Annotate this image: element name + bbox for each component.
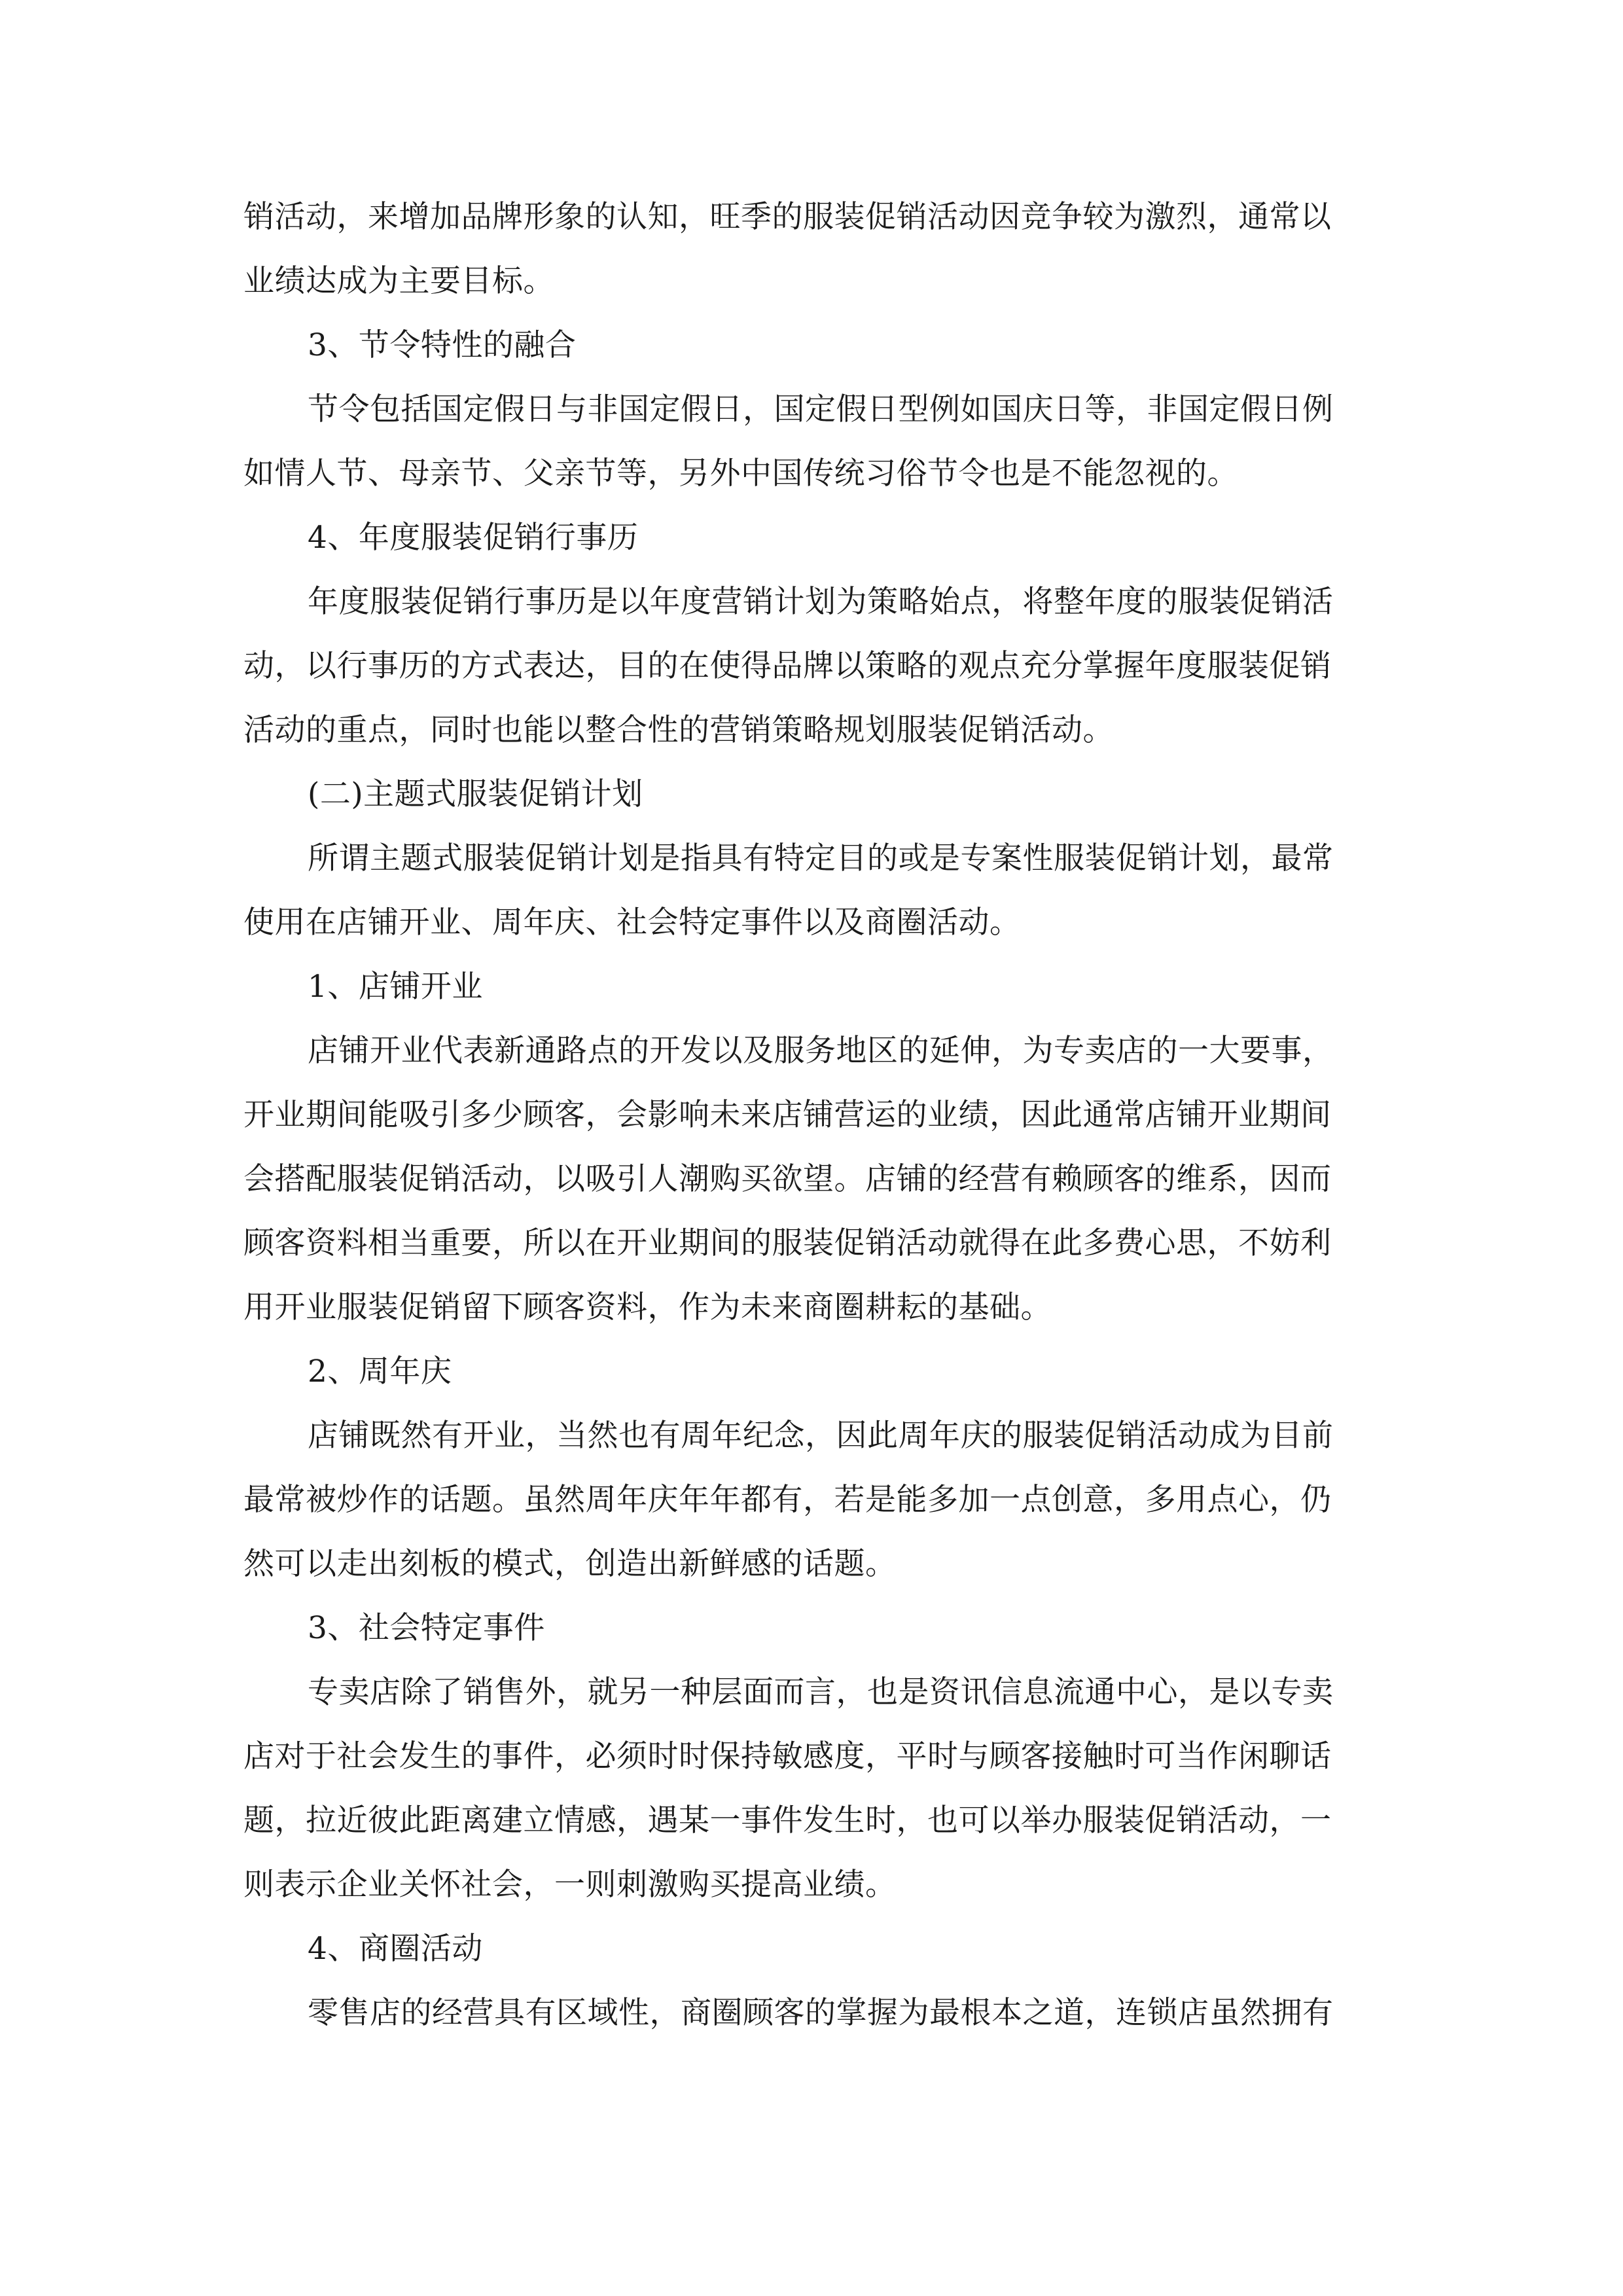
- section-heading: 3、社会特定事件: [308, 1610, 545, 1646]
- body-line: 专卖店除了销售外，就另一种层面而言，也是资讯信息流通中心，是以专卖: [308, 1674, 1334, 1710]
- body-line: 动，以行事历的方式表达，目的在使得品牌以策略的观点充分掌握年度服装促销: [243, 648, 1332, 684]
- body-line: 则表示企业关怀社会，一则刺激购买提高业绩。: [243, 1867, 897, 1903]
- body-line: 如情人节、母亲节、父亲节等，另外中国传统习俗节令也是不能忽视的。: [243, 456, 1238, 492]
- body-line: 顾客资料相当重要，所以在开业期间的服装促销活动就得在此多费心思，不妨利: [243, 1225, 1332, 1261]
- body-line: 使用在店铺开业、周年庆、社会特定事件以及商圈活动。: [243, 905, 1021, 941]
- body-line: 年度服装促销行事历是以年度营销计划为策略始点，将整年度的服装促销活: [308, 584, 1334, 620]
- section-heading: 1、店铺开业: [308, 969, 483, 1005]
- section-heading: 4、年度服装促销行事历: [308, 520, 639, 556]
- body-line: 活动的重点，同时也能以整合性的营销策略规划服装促销活动。: [243, 712, 1114, 748]
- body-line: 销活动，来增加品牌形象的认知，旺季的服装促销活动因竞争较为激烈，通常以: [243, 199, 1332, 235]
- body-line: 节令包括国定假日与非国定假日，国定假日型例如国庆日等，非国定假日例: [308, 391, 1334, 427]
- body-line: 会搭配服装促销活动，以吸引人潮购买欲望。店铺的经营有赖顾客的维系，因而: [243, 1161, 1332, 1197]
- section-heading: 3、节令特性的融合: [308, 327, 577, 363]
- body-line: 零售店的经营具有区域性，商圈顾客的掌握为最根本之道，连锁店虽然拥有: [308, 1995, 1334, 2031]
- section-heading: (二)主题式服装促销计划: [308, 776, 643, 812]
- body-line: 店铺既然有开业，当然也有周年纪念，因此周年庆的服装促销活动成为目前: [308, 1418, 1334, 1454]
- body-line: 所谓主题式服装促销计划是指具有特定目的或是专案性服装促销计划，最常: [308, 840, 1334, 876]
- body-line: 开业期间能吸引多少顾客，会影响未来店铺营运的业绩，因此通常店铺开业期间: [243, 1097, 1332, 1133]
- section-heading: 4、商圈活动: [308, 1931, 483, 1967]
- body-line: 用开业服装促销留下顾客资料，作为未来商圈耕耘的基础。: [243, 1289, 1052, 1325]
- body-line: 最常被炒作的话题。虽然周年庆年年都有，若是能多加一点创意，多用点心，仍: [243, 1482, 1332, 1518]
- body-line: 然可以走出刻板的模式，创造出新鲜感的话题。: [243, 1546, 897, 1582]
- body-line: 店铺开业代表新通路点的开发以及服务地区的延伸，为专卖店的一大要事，: [308, 1033, 1334, 1069]
- section-heading: 2、周年庆: [308, 1354, 452, 1390]
- body-line: 店对于社会发生的事件，必须时时保持敏感度，平时与顾客接触时可当作闲聊话: [243, 1738, 1332, 1774]
- body-line: 业绩达成为主要目标。: [243, 263, 554, 299]
- body-line: 题，拉近彼此距离建立情感，遇某一事件发生时，也可以举办服装促销活动，一: [243, 1803, 1332, 1839]
